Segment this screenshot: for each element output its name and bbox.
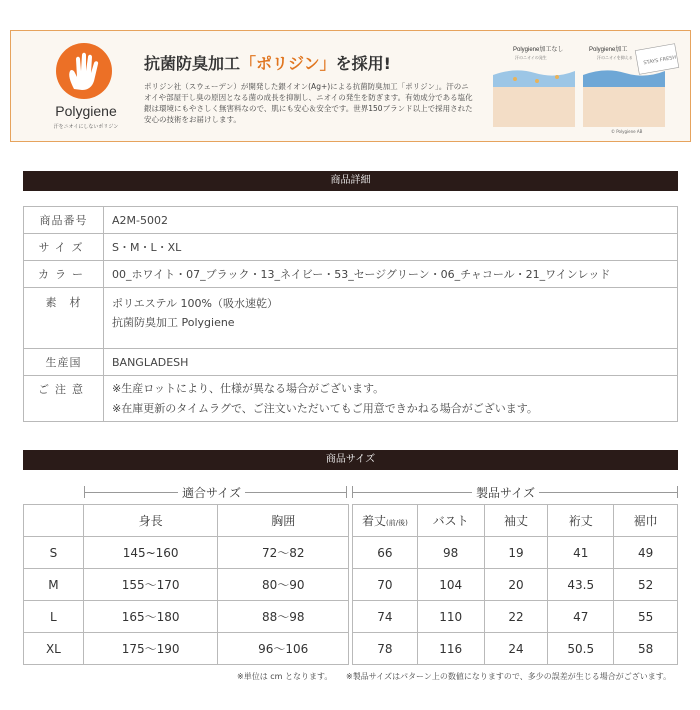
sleeve-cell: 20	[484, 569, 548, 601]
yuki-cell: 50.5	[548, 633, 614, 665]
row-key: 生産国	[24, 349, 104, 376]
yuki-cell: 41	[548, 537, 614, 569]
height-cell: 165～180	[83, 601, 218, 633]
row-value	[104, 288, 678, 349]
header-cell	[24, 505, 84, 537]
fit-group-tick	[84, 486, 85, 498]
bust-cell: 110	[417, 601, 484, 633]
height-cell: 145~160	[83, 537, 218, 569]
row-key: 素 材	[24, 288, 104, 349]
size-label: L	[24, 601, 84, 633]
diagram-credit: © Polygiene AB	[611, 129, 643, 134]
caution-line: ※在庫更新のタイムラグで、ご注文いただいてもご用意できかねる場合がございます。	[112, 401, 538, 415]
row-key: ご注意	[24, 376, 104, 422]
row-key: 商品番号	[24, 207, 104, 234]
fit-group-tick	[346, 486, 347, 498]
chest-cell: 96～106	[218, 633, 349, 665]
table-row	[24, 207, 678, 234]
product-group-tick	[677, 486, 678, 498]
product-group-label: 製品サイズ	[472, 484, 539, 501]
caution-line: ※生産ロットにより、仕様が異なる場合がございます。	[112, 381, 385, 395]
product-group-tick	[352, 486, 353, 498]
row-value	[104, 376, 678, 422]
header-cell: 裄丈	[548, 505, 614, 537]
table-row	[24, 261, 678, 288]
table-row	[24, 633, 349, 665]
table-row	[24, 601, 349, 633]
table-row	[24, 234, 678, 261]
chest-cell: 88～98	[218, 601, 349, 633]
row-key: サイズ	[24, 234, 104, 261]
length-cell: 78	[353, 633, 418, 665]
banner-title: 抗菌防臭加工「ポリジン」を採用!	[144, 54, 391, 73]
bust-cell: 98	[417, 537, 484, 569]
bust-cell: 104	[417, 569, 484, 601]
row-value: BANGLADESH	[104, 349, 678, 376]
hem-cell: 58	[614, 633, 678, 665]
banner-description: ポリジン社（スウェーデン）が開発した銀イオン(Ag+)による抗菌防臭加工「ポリジン」。汗のニオイや部屋干し臭の原因となる菌の成長を抑制し、ニオイの発生を防ぎます。有効成分である塩化銀は環境にもやさしく無害料なので、肌にも安心＆安全です。世界150ブランド以上で採用された安心の技術をお届けします。	[144, 82, 473, 124]
logo-tagline: 汗をニオイにしないポリジン	[53, 124, 119, 130]
detail-section-bar: 商品詳細	[23, 171, 678, 191]
hem-cell: 49	[614, 537, 678, 569]
diagram-left-sub: 汗のニオイの発生	[515, 55, 547, 60]
size-section-bar: 商品サイズ	[23, 450, 678, 470]
hem-cell: 52	[614, 569, 678, 601]
length-cell: 66	[353, 537, 418, 569]
logo-name: Polygiene	[55, 103, 117, 119]
sleeve-cell: 19	[484, 537, 548, 569]
detail-table	[23, 206, 678, 422]
material-line: ポリエステル 100%（吸水速乾）	[112, 297, 278, 310]
material-line: 抗菌防臭加工 Polygiene	[112, 316, 235, 329]
table-header-row	[353, 505, 678, 537]
diagram-stamp: STAYS FRESH	[643, 54, 677, 67]
height-cell: 175～190	[83, 633, 218, 665]
table-row	[24, 569, 349, 601]
header-cell: 袖丈	[484, 505, 548, 537]
header-cell: 裾巾	[614, 505, 678, 537]
yuki-cell: 43.5	[548, 569, 614, 601]
diagram-left-label: Polygiene加工なし	[513, 47, 564, 53]
hem-cell: 55	[614, 601, 678, 633]
sleeve-cell: 24	[484, 633, 548, 665]
size-label: S	[24, 537, 84, 569]
diagram-right-sub: 汗のニオイを抑える	[597, 55, 633, 60]
table-row	[24, 349, 678, 376]
yuki-cell: 47	[548, 601, 614, 633]
polygiene-diagram	[485, 41, 681, 135]
chest-cell: 72～82	[218, 537, 349, 569]
header-cell: 着丈(前/後)	[353, 505, 418, 537]
size-label: XL	[24, 633, 84, 665]
height-cell: 155～170	[83, 569, 218, 601]
length-cell: 70	[353, 569, 418, 601]
table-header-row	[24, 505, 349, 537]
row-value: 00_ホワイト・07_ブラック・13_ネイビー・53_セージグリーン・06_チャコール・21_ワインレッド	[104, 261, 678, 288]
product-size-table	[352, 504, 678, 665]
product-size-note: ※製品サイズはパターン上の数値になりますので、多少の誤差が生じる場合がございます。	[346, 672, 672, 681]
table-row	[353, 537, 678, 569]
row-key: カラー	[24, 261, 104, 288]
size-label: M	[24, 569, 84, 601]
length-note: (前/後)	[385, 519, 408, 527]
bust-cell: 116	[417, 633, 484, 665]
unit-note: ※単位は cm となります。	[237, 672, 333, 681]
table-row	[353, 633, 678, 665]
table-row	[24, 288, 678, 349]
hand-logo-icon	[56, 43, 112, 99]
polygiene-logo	[41, 43, 131, 138]
row-value: S・M・L・XL	[104, 234, 678, 261]
header-cell: 身長	[83, 505, 218, 537]
table-row	[24, 537, 349, 569]
diagram-right-label: Polygiene加工	[589, 47, 628, 53]
table-row	[353, 601, 678, 633]
row-value: A2M-5002	[104, 207, 678, 234]
polygiene-banner	[10, 30, 691, 142]
header-cell: 胸囲	[218, 505, 349, 537]
sleeve-cell: 22	[484, 601, 548, 633]
chest-cell: 80～90	[218, 569, 349, 601]
table-row	[353, 569, 678, 601]
table-row	[24, 376, 678, 422]
fit-size-table	[23, 504, 349, 665]
length-cell: 74	[353, 601, 418, 633]
fit-group-label: 適合サイズ	[178, 484, 245, 501]
header-cell: バスト	[417, 505, 484, 537]
